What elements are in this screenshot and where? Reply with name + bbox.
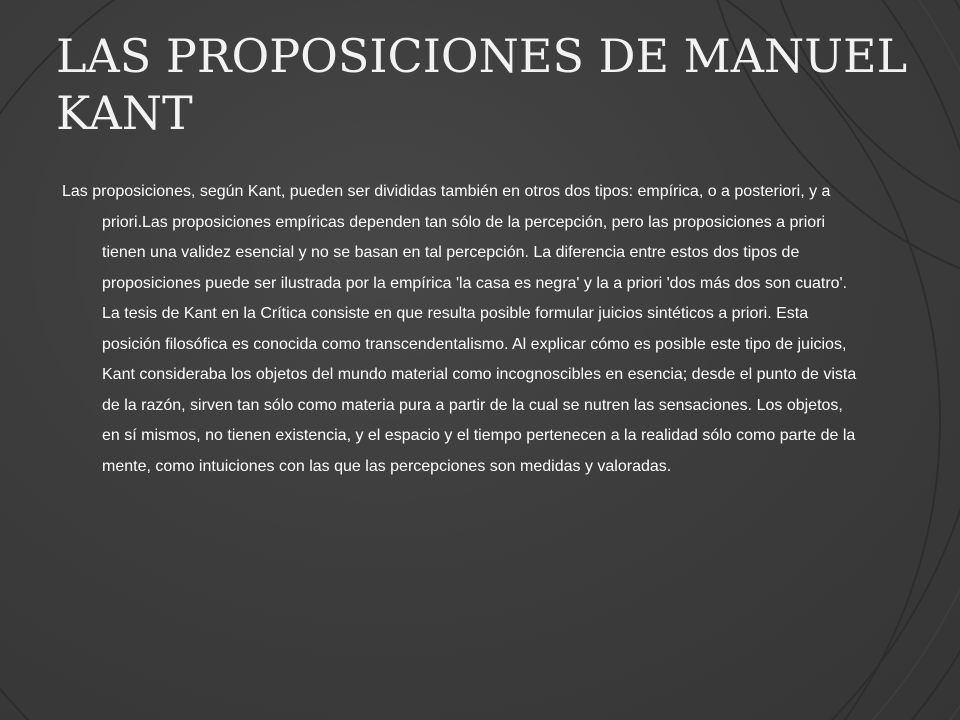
slide-body-text: Las proposiciones, según Kant, pueden ser divididas también en otros dos tipos: empírica, o a posteriori, y a priori.Las proposiciones empíricas dependen tan sólo de la percepción, pero las proposiciones a priori tienen una validez esencial y no se basan en tal percepción. La diferencia entre estos dos tipos de proposiciones puede ser ilustrada por la empírica 'la casa es negra' y la a priori 'dos más dos son cuatro'. La tesis de Kant en la Crítica consiste en que resulta posible formular juicios sintéticos a priori. Esta posición filosófica es conocida como transcendentalismo. Al explicar cómo es posible este tipo de juicios, Kant consideraba los objetos del mundo material como incognoscibles en esencia; desde el punto de vista de la razón, sirven tan sólo como materia pura a partir de la cual se nutren las sensaciones. Los objetos, en sí mismos, no tienen existencia, y el espacio y el tiempo pertenecen a la realidad sólo como parte de la mente, como intuiciones con las que las percepciones son medidas y valoradas. <box>62 183 857 475</box>
slide-title: LAS PROPOSICIONES DE MANUEL KANT <box>56 29 908 140</box>
